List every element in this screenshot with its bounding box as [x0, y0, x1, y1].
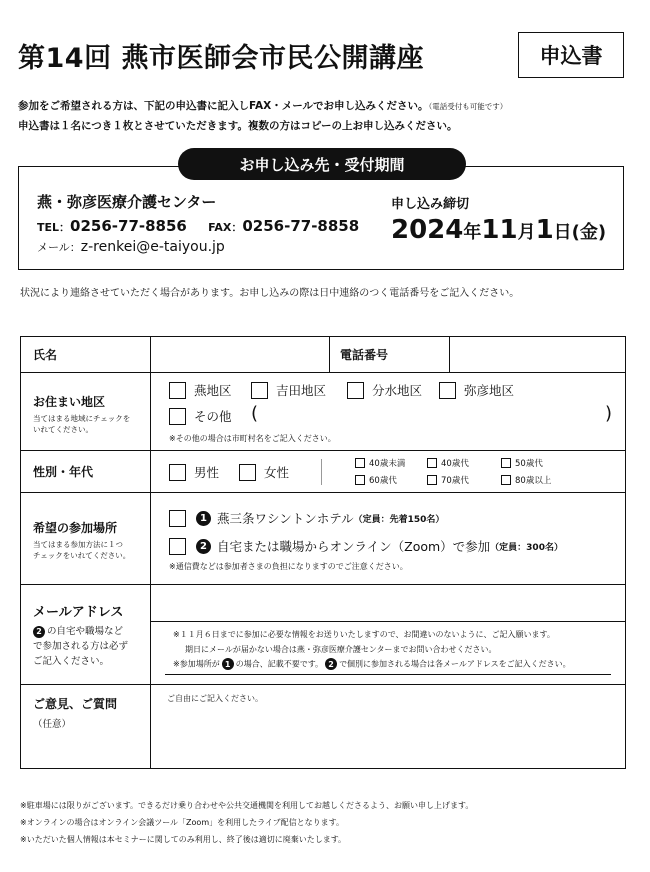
contact-heading: お申し込み先・受付期間	[178, 148, 466, 180]
intro-phone-note: （電話受付も可能です）	[428, 102, 508, 111]
venue-instruction-2: チェックをいれてください。	[33, 551, 131, 560]
checkbox[interactable]	[169, 538, 186, 555]
mail-address[interactable]: z-renkei@e-taiyou.jp	[80, 239, 225, 255]
option-capacity: （定員：300名）	[490, 542, 563, 553]
age-60s[interactable]	[355, 474, 397, 486]
contact-mail	[37, 239, 225, 255]
checkbox[interactable]	[251, 382, 268, 399]
checkbox[interactable]	[427, 475, 437, 485]
address-label: お住まい地区	[33, 395, 106, 409]
checkbox[interactable]	[355, 475, 365, 485]
checkbox[interactable]	[501, 475, 511, 485]
option-label: 分水地区	[372, 383, 423, 398]
option-label: 40歳未満	[369, 459, 406, 469]
checkbox[interactable]	[501, 458, 511, 468]
address-instruction-1: 当てはまる地域にチェックを	[33, 414, 131, 423]
intro-line-2: 申込書は１名につき１枚とさせていただきます。複数の方はコピーの上お申し込みください。	[18, 120, 458, 132]
address-option-yoshida[interactable]	[251, 381, 326, 399]
name-label-cell	[21, 337, 151, 372]
application-form	[20, 336, 626, 769]
footer-note-parking: ※駐車場には限りがございます。できるだけ乗り合わせや公共交通機関を利用してお越しくださるよう、お願い申し上げます。	[20, 801, 474, 810]
option-label: 女性	[264, 465, 290, 480]
address-option-yahiko[interactable]	[439, 381, 514, 399]
divider	[165, 674, 611, 675]
gender-male[interactable]	[169, 463, 219, 481]
deadline-day-unit: 日	[553, 222, 572, 243]
intro-text-1: 参加をご希望される方は、下記の申込書に記入しFAX・メールでお申し込みください。	[18, 100, 429, 112]
deadline-month: 11	[481, 215, 518, 245]
address-instruction-2: いれてください。	[33, 425, 93, 434]
email-note-1: ※１１月６日までに参加に必要な情報をお送りいたしますので、お間違いのないように、ご記入願います。	[173, 630, 555, 639]
address-options	[151, 373, 625, 450]
option-label: 70歳代	[441, 476, 469, 486]
row-venue	[21, 493, 625, 585]
gender-female[interactable]	[239, 463, 289, 481]
email-label-cell	[21, 585, 151, 684]
address-option-tsubame[interactable]	[169, 381, 232, 399]
venue-instruction	[33, 539, 150, 561]
option-label: 男性	[194, 465, 220, 480]
row-name-phone	[21, 337, 625, 373]
comments-hint: ご自由にご記入ください。	[167, 694, 263, 703]
row-gender-age	[21, 451, 625, 493]
footer-note-privacy: ※いただいた個人情報は本セミナーに関してのみ利用し、終了後は適切に廃棄いたします。	[20, 835, 347, 844]
phone-label-cell	[329, 337, 449, 372]
age-under-40[interactable]	[355, 457, 405, 469]
number-1-icon: 1	[196, 511, 211, 526]
number-2-icon: 2	[33, 626, 45, 638]
email-note-2: 期日にメールが届かない場合は燕・弥彦医療介護センターまでお問い合わせください。	[185, 645, 497, 654]
venue-label-cell	[21, 493, 151, 584]
venue-instruction-1: 当てはまる参加方法に１つ	[33, 540, 123, 549]
venue-label: 希望の参加場所	[33, 521, 118, 535]
gender-age-options	[151, 451, 625, 492]
checkbox[interactable]	[239, 464, 256, 481]
mail-label: メール：	[37, 241, 81, 254]
age-80-plus[interactable]	[501, 474, 551, 486]
venue-note: ※通信費などは参加者さまの負担になりますのでご注意ください。	[169, 562, 408, 571]
address-option-other[interactable]	[169, 407, 232, 425]
option-label: 50歳代	[515, 459, 543, 469]
page-title: 第14回 燕市医師会市民公開講座	[18, 43, 424, 74]
checkbox[interactable]	[355, 458, 365, 468]
venue-option-hotel[interactable]	[169, 509, 444, 527]
other-open-paren: (	[251, 403, 259, 424]
contact-organization: 燕・弥彦医療介護センター	[37, 193, 217, 211]
gender-age-label-cell	[21, 451, 151, 492]
row-email	[21, 585, 625, 685]
phone-input[interactable]	[449, 337, 625, 372]
email-instruction-1: の自宅や職場など	[47, 626, 124, 637]
checkbox[interactable]	[169, 408, 186, 425]
checkbox[interactable]	[439, 382, 456, 399]
option-label: 燕三条ワシントンホテル	[217, 511, 354, 526]
contact-note: 状況により連絡させていただく場合があります。お申し込みの際は日中連絡のつく電話番号をご記入ください。	[20, 288, 520, 299]
email-label: メールアドレス	[33, 605, 124, 620]
checkbox[interactable]	[169, 510, 186, 527]
contact-box	[18, 166, 624, 270]
fax-number[interactable]: 0256-77-8858	[242, 217, 360, 235]
deadline-weekday: (金)	[571, 222, 607, 243]
phone-label: 電話番号	[340, 348, 389, 362]
deadline-date	[391, 215, 606, 245]
comments-label-cell	[21, 685, 151, 768]
address-instruction	[33, 413, 150, 435]
email-note-3c: で個別に参加される場合は各メールアドレスをご記入ください。	[339, 659, 571, 669]
option-label: 60歳代	[369, 476, 397, 486]
name-label: 氏名	[33, 348, 58, 362]
age-50s[interactable]	[501, 457, 543, 469]
tel-number[interactable]: 0256-77-8856	[70, 217, 187, 235]
fax-label: FAX：	[208, 221, 243, 234]
email-instruction-2: で参加される方は必ず	[33, 641, 129, 652]
email-note-3b: の場合、記載不要です。	[235, 659, 324, 669]
option-capacity: （定員：先着150名）	[353, 514, 445, 525]
contact-tel-fax	[37, 217, 359, 235]
gender-age-label: 性別・年代	[33, 465, 94, 479]
option-label: 吉田地区	[276, 383, 327, 398]
option-label: 80歳以上	[515, 476, 552, 486]
checkbox[interactable]	[169, 382, 186, 399]
deadline-month-unit: 月	[517, 222, 536, 243]
tel-label: TEL：	[37, 221, 71, 234]
venue-options	[151, 493, 625, 584]
intro-line-1	[18, 98, 507, 113]
option-label: 燕地区	[194, 383, 232, 398]
comments-label: ご意見、ご質問	[33, 697, 118, 711]
address-note: ※その他の場合は市町村名をご記入ください。	[169, 434, 336, 443]
checkbox[interactable]	[427, 458, 437, 468]
other-close-paren: )	[605, 403, 613, 424]
address-option-bunsui[interactable]	[347, 381, 422, 399]
address-label-cell	[21, 373, 151, 450]
option-label: 弥彦地区	[464, 383, 515, 398]
checkbox[interactable]	[347, 382, 364, 399]
number-2-icon: 2	[325, 658, 337, 670]
option-label: 自宅または職場からオンライン（Zoom）で参加	[217, 539, 491, 554]
divider	[321, 459, 322, 485]
email-input[interactable]	[151, 585, 625, 622]
row-address	[21, 373, 625, 451]
comments-optional: （任意）	[33, 719, 72, 730]
age-70s[interactable]	[427, 474, 469, 486]
email-instruction	[33, 624, 150, 669]
option-label: その他	[194, 409, 232, 424]
name-input[interactable]	[151, 337, 329, 372]
other-address-input[interactable]	[267, 405, 597, 427]
deadline-year-unit: 年	[463, 222, 482, 243]
option-label: 40歳代	[441, 459, 469, 469]
venue-option-online[interactable]	[169, 537, 563, 555]
email-cell	[151, 585, 625, 684]
row-comments	[21, 685, 625, 768]
comments-input[interactable]	[151, 685, 625, 768]
number-2-icon: 2	[196, 539, 211, 554]
deadline-year: 2024	[391, 215, 464, 245]
checkbox[interactable]	[169, 464, 186, 481]
footer-note-zoom: ※オンラインの場合はオンライン会議ツール「Zoom」を利用したライブ配信となります。	[20, 818, 345, 827]
deadline-day: 1	[535, 215, 554, 245]
age-40s[interactable]	[427, 457, 469, 469]
email-instruction-3: ご記入ください。	[33, 656, 110, 667]
deadline-label: 申し込み締切	[391, 197, 470, 212]
number-1-icon: 1	[222, 658, 234, 670]
email-note-3a: ※参加場所が	[173, 659, 220, 669]
form-type-badge: 申込書	[518, 32, 624, 78]
email-note-3	[173, 658, 571, 670]
